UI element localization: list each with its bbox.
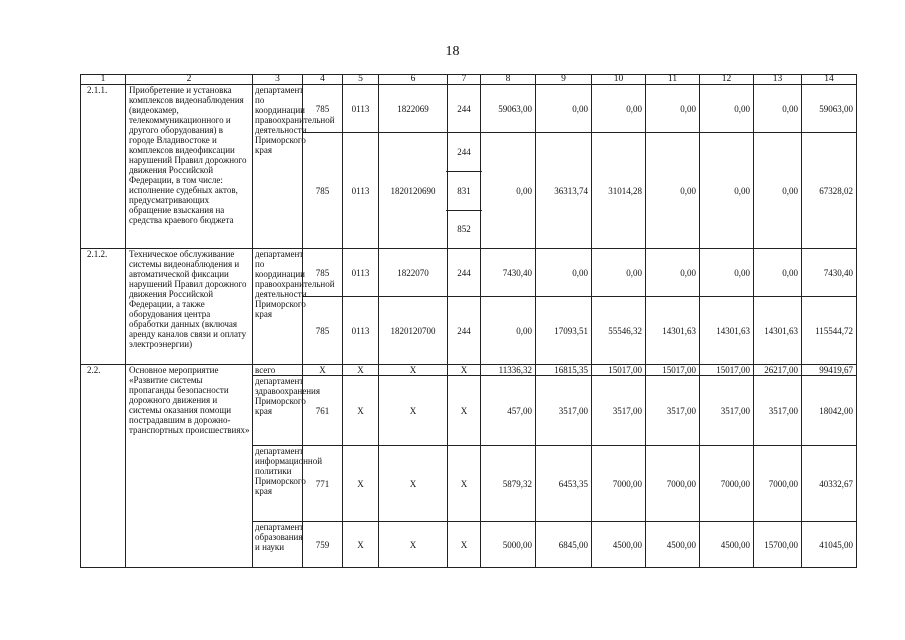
amount-cell: 6845,00 [536,522,592,568]
page-number: 18 [445,44,460,59]
expense-type-stack [448,133,481,249]
expense-type: 852 [446,210,482,248]
grbs-code: 785 [303,85,343,133]
measure-name: Основное мероприятие «Развитие системы пропаганды безопасности дорожного движения и системы оказания помощи пострадавшим в дорожно-транспортных происшествиях» [126,365,253,568]
amount-cell: 0,00 [700,133,754,249]
amount-cell: 0,00 [700,249,754,297]
section-code: 0113 [343,85,379,133]
responsible-executor: департамент по координации правоохранительной деятельности Приморского края [253,249,303,365]
responsible-executor: департамент здравоохранения Приморского края [253,376,303,446]
target-article: X [379,376,448,446]
responsible-executor: департамент информационной политики Приморского края [253,446,303,522]
amount-cell: 14301,63 [754,297,802,365]
expense-type: 831 [446,171,482,210]
amount-cell: 6453,35 [536,446,592,522]
total-cell: 59063,00 [802,85,857,133]
amount-cell: 7000,00 [592,446,646,522]
amount-cell: 55546,32 [592,297,646,365]
amount-cell: 0,00 [646,85,700,133]
expense-type: X [448,376,481,446]
amount-cell: 7430,40 [481,249,536,297]
amount-cell: 3517,00 [700,376,754,446]
total-cell: 7430,40 [802,249,857,297]
grbs-code: 771 [303,446,343,522]
amount-cell: 0,00 [754,85,802,133]
budget-table [80,74,857,568]
amount-cell: 0,00 [754,133,802,249]
amount-cell: 457,00 [481,376,536,446]
col-header: 14 [802,75,857,85]
amount-cell: 15700,00 [754,522,802,568]
grbs-code: 761 [303,376,343,446]
col-header: 3 [253,75,303,85]
col-header: 6 [379,75,448,85]
section-code: X [343,376,379,446]
col-header: 1 [81,75,126,85]
target-article: 1822070 [379,249,448,297]
amount-cell: 0,00 [481,297,536,365]
total-cell: 40332,67 [802,446,857,522]
col-header: 11 [646,75,700,85]
amount-cell: 4500,00 [700,522,754,568]
grbs-code: 785 [303,249,343,297]
section-code: X [343,446,379,522]
responsible-executor: департамент образования и науки [253,522,303,568]
amount-cell: 0,00 [592,249,646,297]
table-row [81,365,857,376]
target-article: 1820120700 [379,297,448,365]
col-header: 8 [481,75,536,85]
target-article: 1820120690 [379,133,448,249]
responsible-executor: департамент по координации правоохранительной деятельности Приморского края [253,85,303,249]
amount-cell: 3517,00 [592,376,646,446]
amount-cell: 0,00 [754,249,802,297]
expense-type: X [448,522,481,568]
amount-cell: 4500,00 [592,522,646,568]
header-row [81,75,857,85]
amount-cell: 7000,00 [646,446,700,522]
row-code: 2.1.2. [81,249,126,365]
section-code: X [343,522,379,568]
amount-cell: 15017,00 [646,365,700,376]
col-header: 5 [343,75,379,85]
col-header: 4 [303,75,343,85]
target-article: X [379,446,448,522]
col-header: 12 [700,75,754,85]
amount-cell: 15017,00 [592,365,646,376]
amount-cell: 0,00 [536,85,592,133]
amount-cell: 14301,63 [700,297,754,365]
expense-type: 244 [448,85,481,133]
expense-type: 244 [457,147,471,157]
responsible-executor: всего [253,365,303,376]
row-code: 2.1.1. [81,85,126,249]
amount-cell: 7000,00 [754,446,802,522]
expense-type: 244 [448,297,481,365]
amount-cell: 5879,32 [481,446,536,522]
amount-cell: 0,00 [592,85,646,133]
amount-cell: 3517,00 [754,376,802,446]
amount-cell: 26217,00 [754,365,802,376]
total-cell: 99419,67 [802,365,857,376]
table-row [81,249,857,297]
total-cell: 115544,72 [802,297,857,365]
amount-cell: 0,00 [481,133,536,249]
total-cell: 41045,00 [802,522,857,568]
measure-name: Техническое обслуживание системы видеонаблюдения и автоматической фиксации нарушений Правил дорожного движения Российской Федерации, а также оборудования центра обработки данных (включая аренду каналов связи и оплату электроэнергии) [126,249,253,365]
expense-type: 244 [448,249,481,297]
grbs-code: X [303,365,343,376]
amount-cell: 0,00 [700,85,754,133]
measure-name: Приобретение и установка комплексов видеонаблюдения (видеокамер, телекоммуникационного и другого оборудования) в городе Владивостоке и комплексов видеофиксации нарушений Правил дорожного движения Российской Федерации, в том числе: исполнение судебных актов, предусматривающих обращение взыскания на средства краевого бюджета [126,85,253,249]
total-cell: 67328,02 [802,133,857,249]
amount-cell: 59063,00 [481,85,536,133]
col-header: 10 [592,75,646,85]
amount-cell: 11336,32 [481,365,536,376]
table-row [81,85,857,133]
amount-cell: 15017,00 [700,365,754,376]
amount-cell: 3517,00 [536,376,592,446]
amount-cell: 5000,00 [481,522,536,568]
section-code: 0113 [343,133,379,249]
target-article: 1822069 [379,85,448,133]
amount-cell: 3517,00 [646,376,700,446]
amount-cell: 36313,74 [536,133,592,249]
col-header: 9 [536,75,592,85]
target-article: X [379,365,448,376]
col-header: 13 [754,75,802,85]
col-header: 2 [126,75,253,85]
section-code: X [343,365,379,376]
section-code: 0113 [343,249,379,297]
grbs-code: 785 [303,297,343,365]
amount-cell: 14301,63 [646,297,700,365]
amount-cell: 17093,51 [536,297,592,365]
target-article: X [379,522,448,568]
amount-cell: 16815,35 [536,365,592,376]
grbs-code: 759 [303,522,343,568]
amount-cell: 31014,28 [592,133,646,249]
amount-cell: 0,00 [646,133,700,249]
amount-cell: 0,00 [646,249,700,297]
total-cell: 18042,00 [802,376,857,446]
col-header: 7 [448,75,481,85]
expense-type: X [448,446,481,522]
expense-type: X [448,365,481,376]
section-code: 0113 [343,297,379,365]
amount-cell: 7000,00 [700,446,754,522]
grbs-code: 785 [303,133,343,249]
amount-cell: 0,00 [536,249,592,297]
amount-cell: 4500,00 [646,522,700,568]
row-code: 2.2. [81,365,126,568]
